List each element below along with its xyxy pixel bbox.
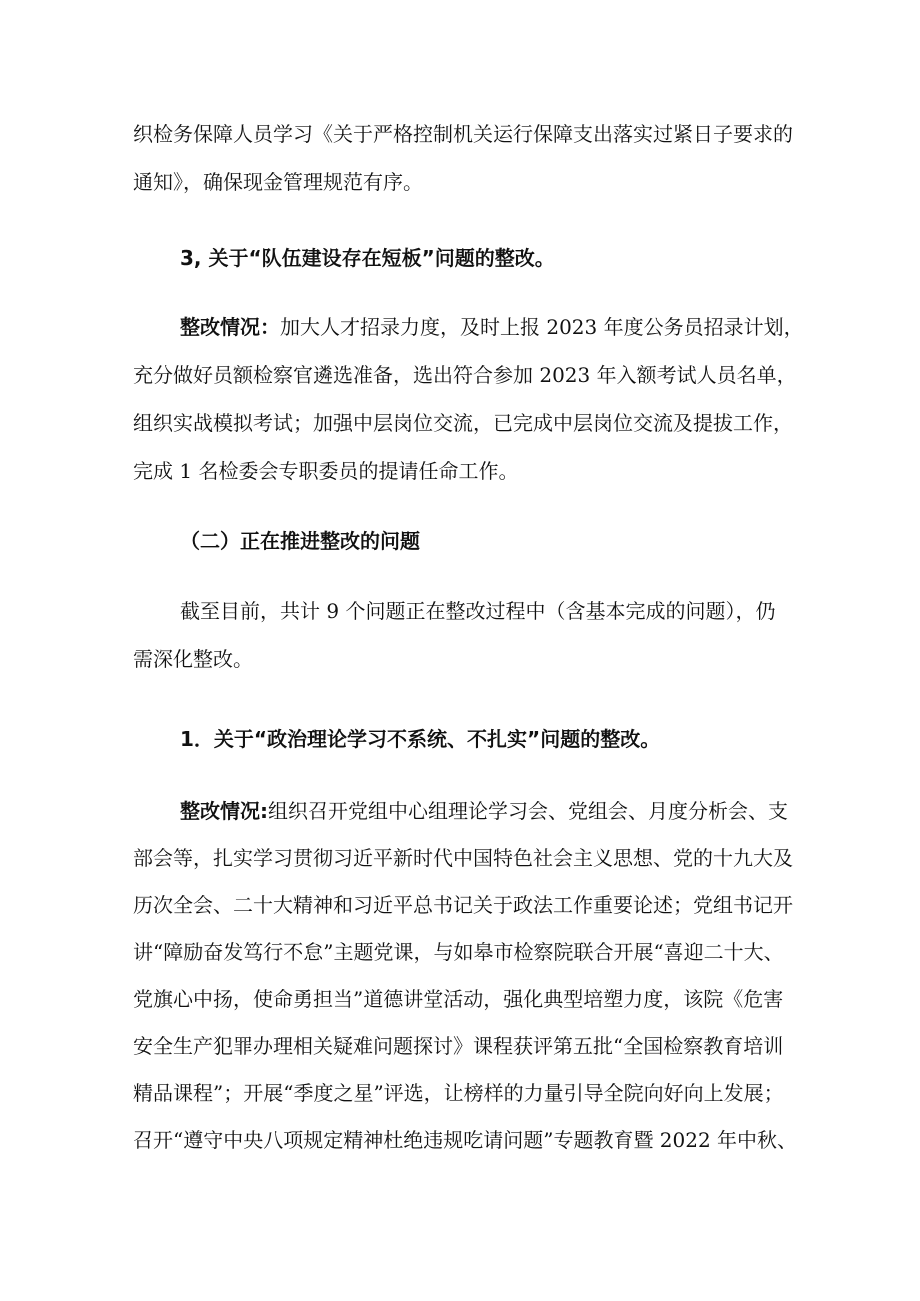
section-heading: 1．关于“政治理论学习不系统、不扎实”问题的整改。	[180, 727, 661, 751]
paragraph-line: 截至目前，共计 9 个问题正在整改过程中（含基本完成的问题），仍	[180, 599, 776, 623]
paragraph-line: 通知》，确保现金管理规范有序。	[133, 170, 423, 194]
paragraph-text: 加大人才招录力度，及时上报 2023 年度公务员招录计划，	[280, 315, 804, 339]
paragraph-line: 充分做好员额检察官遴选准备，选出符合参加 2023 年入额考试人员名单，	[133, 363, 797, 387]
paragraph-lead: 整改情况：	[180, 315, 280, 339]
paragraph-line: 历次全会、二十大精神和习近平总书记关于政法工作重要论述；党组书记开	[133, 893, 793, 917]
subsection-heading: （二）正在推进整改的问题	[180, 529, 420, 553]
section-heading: 3, 关于“队伍建设存在短板”问题的整改。	[180, 246, 555, 270]
paragraph-line: 党旗心中扬，使命勇担当”道德讲堂活动，强化典型培塑力度，该院《危害	[133, 987, 784, 1011]
paragraph-line: 精品课程”；开展“季度之星”评选，让榜样的力量引导全院向好向上发展；	[133, 1081, 784, 1105]
paragraph-lead: 整改情况:	[180, 799, 268, 823]
paragraph-line: 讲“障励奋发笃行不怠”主题党课，与如皋市检察院联合开展“喜迎二十大、	[133, 940, 784, 964]
paragraph-line: 部会等，扎实学习贯彻习近平新时代中国特色社会主义思想、党的十九大及	[133, 846, 793, 870]
paragraph-line: 完成 1 名检委会专职委员的提请任命工作。	[133, 459, 519, 483]
paragraph-line	[180, 313, 813, 341]
paragraph-text: 组织召开党组中心组理论学习会、党组会、月度分析会、支	[268, 799, 788, 823]
paragraph-line: 组织实战模拟考试；加强中层岗位交流，已完成中层岗位交流及提拔工作，	[133, 411, 793, 435]
paragraph-line: 安全生产犯罪办理相关疑难问题探讨》课程获评第五批“全国检察教育培训	[133, 1034, 784, 1058]
paragraph-line: 需深化整改。	[133, 647, 253, 671]
paragraph-line: 织检务保障人员学习《关于严格控制机关运行保障支出落实过紧日子要求的	[133, 122, 793, 146]
paragraph-line	[180, 797, 813, 825]
paragraph-line: 召开“遵守中央八项规定精神杜绝违规吃请问题”专题教育暨 2022 年中秋、	[133, 1128, 798, 1152]
